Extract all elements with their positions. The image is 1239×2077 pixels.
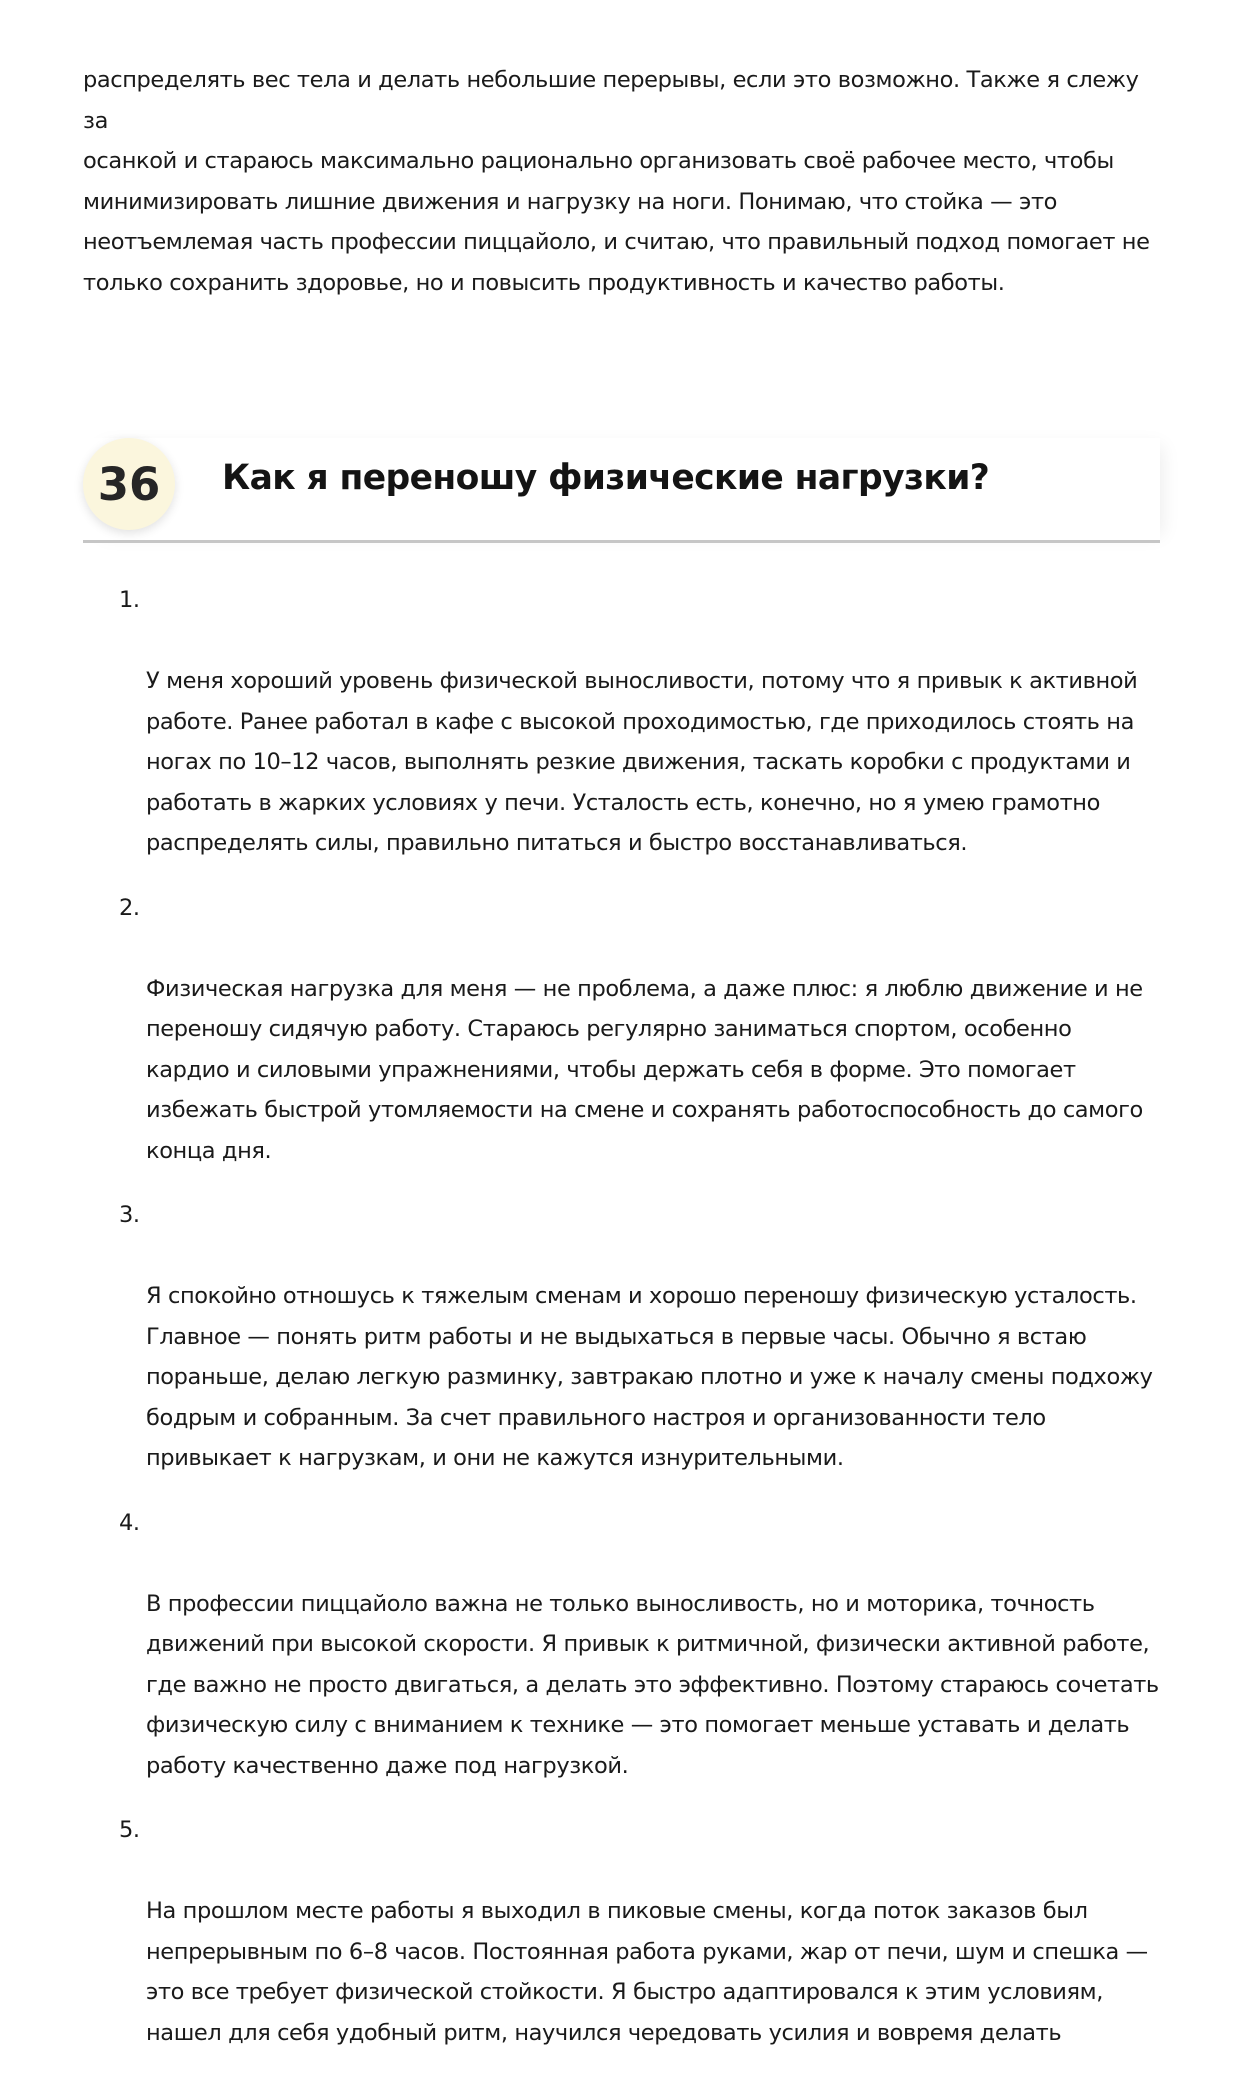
answer-text: Я спокойно отношусь к тяжелым сменам и хорошо переношу физическую усталость. Главное — понять ритм работы и не выдыхаться в первые часы. Обычно я встаю пораньше, делаю легкую разминку, завтракаю плотно и уже к началу смены подхожу бодрым и собранным. За счет правильного настроя и организованности тело привыкает к нагрузкам, и они не кажутся изнурительными. xyxy=(146,1283,1153,1471)
intro-paragraph: распределять вес тела и делать небольшие перерывы, если это возможно. Также я слежу за осанкой и стараюсь максимально рационально организовать своё рабочее место, чтобы минимизировать лишние движения и нагрузку на ноги. Понимаю, что стойка — это неотъемлемая часть профессии пиццайоло, и считаю, что правильный подход помогает не только сохранить здоровье, но и повысить продуктивность и качество работы. xyxy=(83,67,1150,296)
section-title: Как я переношу физические нагрузки? xyxy=(222,458,990,498)
answer-item-4 xyxy=(83,1503,1163,1787)
answer-item-2 xyxy=(83,888,1163,1172)
answer-item-5 xyxy=(83,1810,1163,2053)
answer-text: На прошлом месте работы я выходил в пиковые смены, когда поток заказов был непрерывным по 6–8 часов. Постоянная работа руками, жар от печи, шум и спешка — это все требует физической стойкости. Я быстро адаптировался к этим условиям, нашел для себя удобный ритм, научился чередовать усилия и вовремя делать xyxy=(146,1898,1148,2046)
answer-text: В профессии пиццайоло важна не только выносливость, но и моторика, точность движений при высокой скорости. Я привык к ритмичной, физически активной работе, где важно не просто двигаться, а делать это эффективно. Поэтому стараюсь сочетать физическую силу с вниманием к технике — это помогает меньше уставать и делать работу качественно даже под нагрузкой. xyxy=(146,1590,1159,1779)
question-number-badge: 36 xyxy=(83,438,175,530)
section-header xyxy=(83,438,1160,543)
answer-item-3 xyxy=(83,1195,1163,1479)
answer-list xyxy=(83,580,1163,2077)
answer-number: 2. xyxy=(119,894,140,921)
answer-number: 1. xyxy=(119,587,140,613)
answer-text: У меня хороший уровень физической выносливости, потому что я привык к активной работе. Ранее работал в кафе с высокой проходимостью, где приходилось стоять на ногах по 10–12 часов, выполнять резкие движения, таскать коробки с продуктами и работать в жарких условиях у печи. Усталость есть, конечно, но я умею грамотно распределять силы, правильно питаться и быстро восстанавливаться. xyxy=(146,668,1138,856)
answer-number: 5. xyxy=(119,1817,140,1843)
answer-number: 3. xyxy=(119,1202,140,1228)
answer-number: 4. xyxy=(119,1509,140,1536)
answer-item-1 xyxy=(83,580,1163,864)
answer-text: Физическая нагрузка для меня — не проблема, а даже плюс: я люблю движение и не переношу сидячую работу. Стараюсь регулярно заниматься спортом, особенно кардио и силовыми упражнениями, чтобы держать себя в форме. Это помогает избежать быстрой утомляемости на смене и сохранять работоспособность до самого конца дня. xyxy=(146,975,1143,1164)
